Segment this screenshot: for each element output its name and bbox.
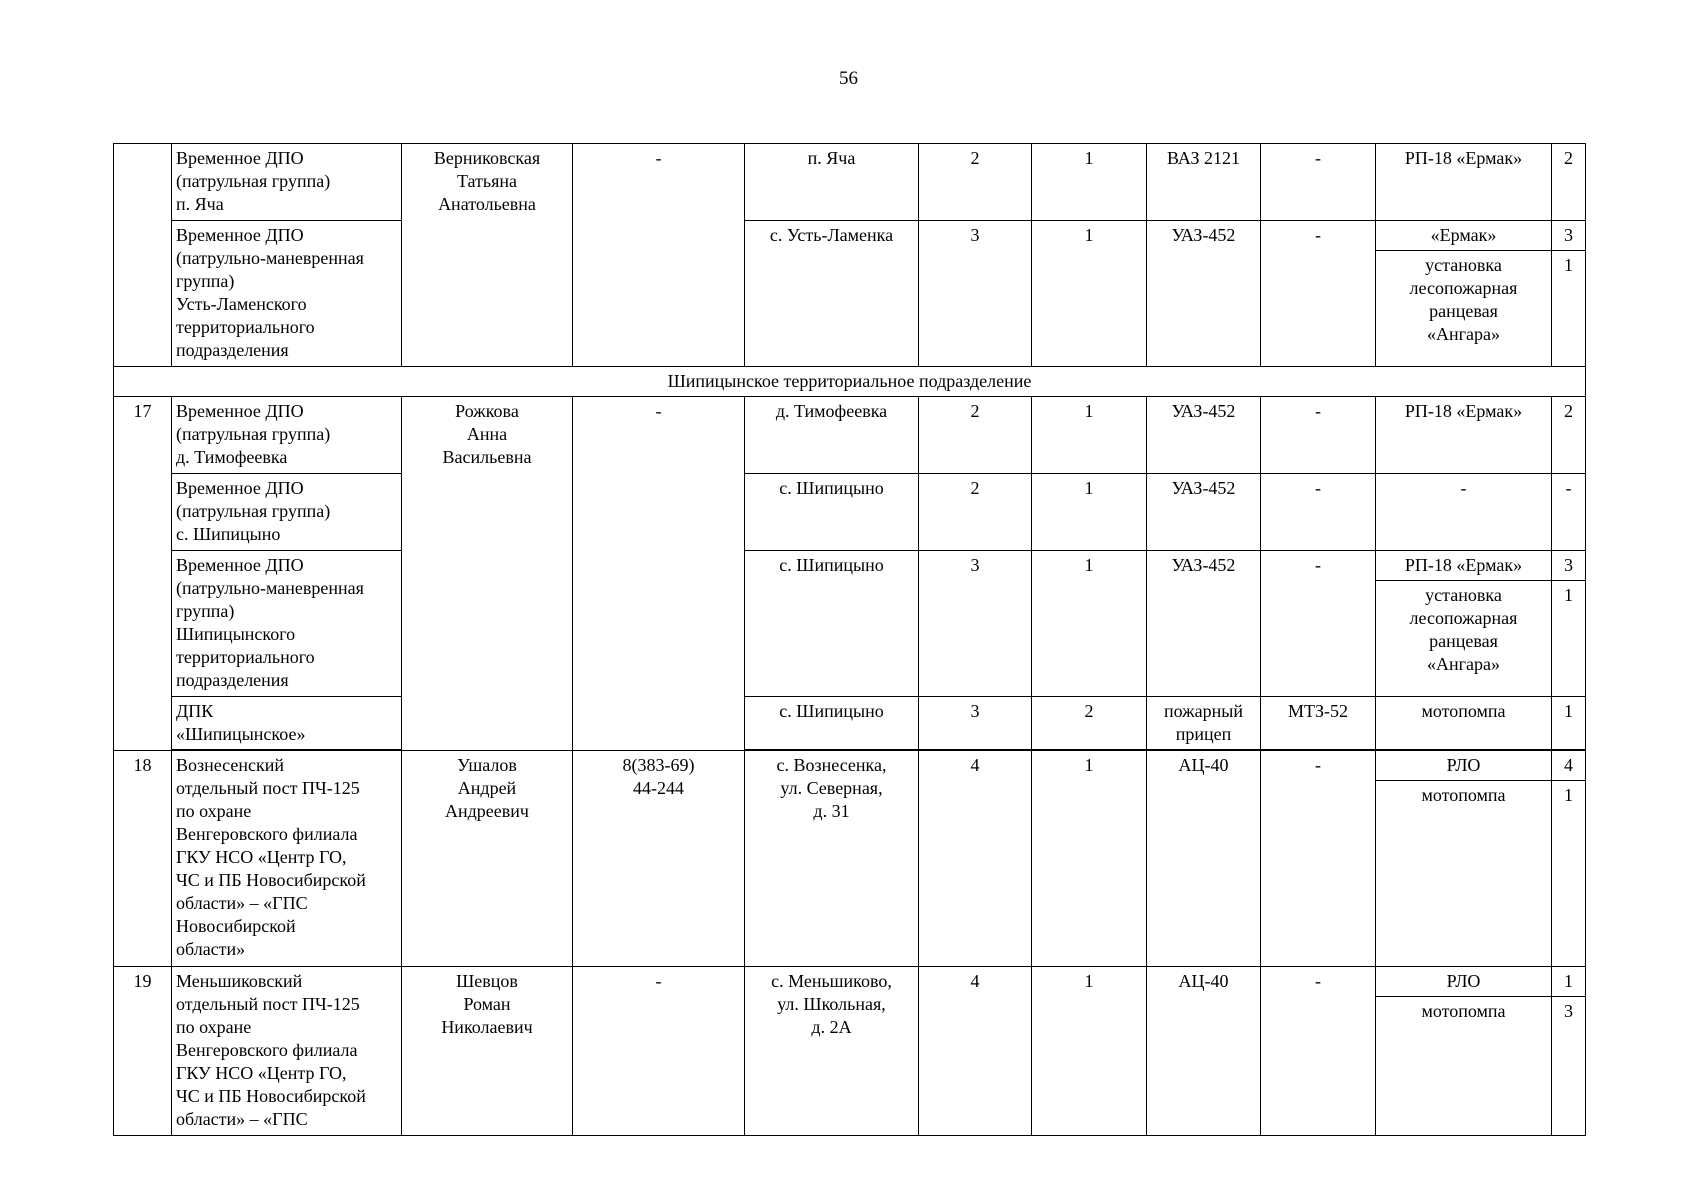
section-title: Шипицынское территориальное подразделение xyxy=(114,367,1586,397)
quantity-cell: 1 xyxy=(1552,697,1586,750)
quantity-cell: 3 xyxy=(1552,221,1586,251)
trailer-cell: - xyxy=(1261,221,1376,367)
quantity-cell: 1 xyxy=(1552,251,1586,367)
head-name-cell: Рожкова Анна Васильевна xyxy=(402,397,573,751)
table-row xyxy=(114,397,1586,474)
vehicle-count-cell: 1 xyxy=(1032,551,1147,697)
staff-cell: 3 xyxy=(919,697,1032,750)
vehicle-cell: ВАЗ 2121 xyxy=(1147,144,1261,221)
phone-cell: - xyxy=(573,144,745,367)
vehicle-cell: пожарный прицеп xyxy=(1147,697,1261,750)
trailer-cell: - xyxy=(1261,967,1376,1136)
vehicle-cell: УАЗ-452 xyxy=(1147,551,1261,697)
page-number: 56 xyxy=(839,68,858,89)
location-cell: с. Шипицыно xyxy=(745,474,919,551)
trailer-cell: - xyxy=(1261,474,1376,551)
quantity-cell: 2 xyxy=(1552,397,1586,474)
section-row xyxy=(114,367,1586,397)
equipment-cell: мотопомпа xyxy=(1376,997,1552,1136)
staff-cell: 2 xyxy=(919,397,1032,474)
vehicle-count-cell: 1 xyxy=(1032,967,1147,1136)
quantity-cell: 3 xyxy=(1552,551,1586,581)
unit-name-cell: Временное ДПО (патрульная группа) п. Яча xyxy=(172,144,402,221)
vehicle-cell: АЦ-40 xyxy=(1147,967,1261,1136)
table-row xyxy=(114,697,1586,750)
vehicle-cell: АЦ-40 xyxy=(1147,751,1261,967)
phone-cell: - xyxy=(573,967,745,1136)
table-row xyxy=(114,751,1586,781)
vehicle-count-cell: 1 xyxy=(1032,751,1147,967)
head-name-cell: Верниковская Татьяна Анатольевна xyxy=(402,144,573,367)
table-row xyxy=(114,474,1586,551)
unit-name-cell: Временное ДПО (патрульно-маневренная группа) Усть-Ламенского территориального подразделения xyxy=(172,221,402,367)
equipment-cell: РП-18 «Ермак» xyxy=(1376,551,1552,581)
vehicle-count-cell: 1 xyxy=(1032,474,1147,551)
trailer-cell: - xyxy=(1261,751,1376,967)
vehicle-cell: УАЗ-452 xyxy=(1147,474,1261,551)
phone-cell: - xyxy=(573,397,745,751)
quantity-cell: 1 xyxy=(1552,781,1586,967)
quantity-cell: - xyxy=(1552,474,1586,551)
staff-cell: 3 xyxy=(919,551,1032,697)
head-name-cell: Ушалов Андрей Андреевич xyxy=(402,751,573,967)
location-cell: с. Шипицыно xyxy=(745,697,919,750)
equipment-cell: - xyxy=(1376,474,1552,551)
vehicle-cell: УАЗ-452 xyxy=(1147,397,1261,474)
table-row xyxy=(114,221,1586,251)
quantity-cell: 2 xyxy=(1552,144,1586,221)
row-number-cell: 17 xyxy=(114,397,172,751)
staff-cell: 4 xyxy=(919,967,1032,1136)
quantity-cell: 1 xyxy=(1552,581,1586,697)
trailer-cell: - xyxy=(1261,144,1376,221)
equipment-cell: установка лесопожарная ранцевая «Ангара» xyxy=(1376,581,1552,697)
unit-name-cell: Временное ДПО (патрульная группа) с. Шипицыно xyxy=(172,474,402,551)
trailer-cell: - xyxy=(1261,397,1376,474)
unit-name-cell: ДПК «Шипицынское» xyxy=(172,697,402,750)
location-cell: д. Тимофеевка xyxy=(745,397,919,474)
table-row xyxy=(114,967,1586,997)
table-row xyxy=(114,551,1586,581)
vehicle-count-cell: 1 xyxy=(1032,144,1147,221)
vehicle-cell: УАЗ-452 xyxy=(1147,221,1261,367)
unit-name-cell: Вознесенский отдельный пост ПЧ-125 по охране Венгеровского филиала ГКУ НСО «Центр ГО, ЧС и ПБ Новосибирской области» – «ГПС Новосибирской области» xyxy=(172,751,402,967)
units-table xyxy=(113,143,1586,1136)
vehicle-count-cell: 1 xyxy=(1032,221,1147,367)
equipment-cell: мотопомпа xyxy=(1376,697,1552,750)
equipment-cell: РП-18 «Ермак» xyxy=(1376,397,1552,474)
phone-cell: 8(383-69) 44-244 xyxy=(573,751,745,967)
staff-cell: 2 xyxy=(919,144,1032,221)
equipment-cell: установка лесопожарная ранцевая «Ангара» xyxy=(1376,251,1552,367)
location-cell: п. Яча xyxy=(745,144,919,221)
equipment-cell: «Ермак» xyxy=(1376,221,1552,251)
staff-cell: 4 xyxy=(919,751,1032,967)
location-cell: с. Меньшиково, ул. Школьная, д. 2А xyxy=(745,967,919,1136)
equipment-cell: РЛО xyxy=(1376,751,1552,781)
table-row xyxy=(114,144,1586,221)
equipment-cell: РП-18 «Ермак» xyxy=(1376,144,1552,221)
unit-name-cell: Временное ДПО (патрульная группа) д. Тимофеевка xyxy=(172,397,402,474)
vehicle-count-cell: 2 xyxy=(1032,697,1147,750)
location-cell: с. Усть-Ламенка xyxy=(745,221,919,367)
staff-cell: 2 xyxy=(919,474,1032,551)
quantity-cell: 3 xyxy=(1552,997,1586,1136)
unit-name-cell: Временное ДПО (патрульно-маневренная группа) Шипицынского территориального подразделения xyxy=(172,551,402,697)
quantity-cell: 4 xyxy=(1552,751,1586,781)
row-number-cell: 19 xyxy=(114,967,172,1136)
unit-name-cell: Меньшиковский отдельный пост ПЧ-125 по охране Венгеровского филиала ГКУ НСО «Центр ГО, ЧС и ПБ Новосибирской области» – «ГПС xyxy=(172,967,402,1136)
head-name-cell: Шевцов Роман Николаевич xyxy=(402,967,573,1136)
row-number-cell: 18 xyxy=(114,751,172,967)
trailer-cell: МТЗ-52 xyxy=(1261,697,1376,750)
quantity-cell: 1 xyxy=(1552,967,1586,997)
location-cell: с. Вознесенка, ул. Северная, д. 31 xyxy=(745,751,919,967)
trailer-cell: - xyxy=(1261,551,1376,697)
row-number-cell xyxy=(114,144,172,367)
equipment-cell: РЛО xyxy=(1376,967,1552,997)
equipment-cell: мотопомпа xyxy=(1376,781,1552,967)
staff-cell: 3 xyxy=(919,221,1032,367)
vehicle-count-cell: 1 xyxy=(1032,397,1147,474)
location-cell: с. Шипицыно xyxy=(745,551,919,697)
